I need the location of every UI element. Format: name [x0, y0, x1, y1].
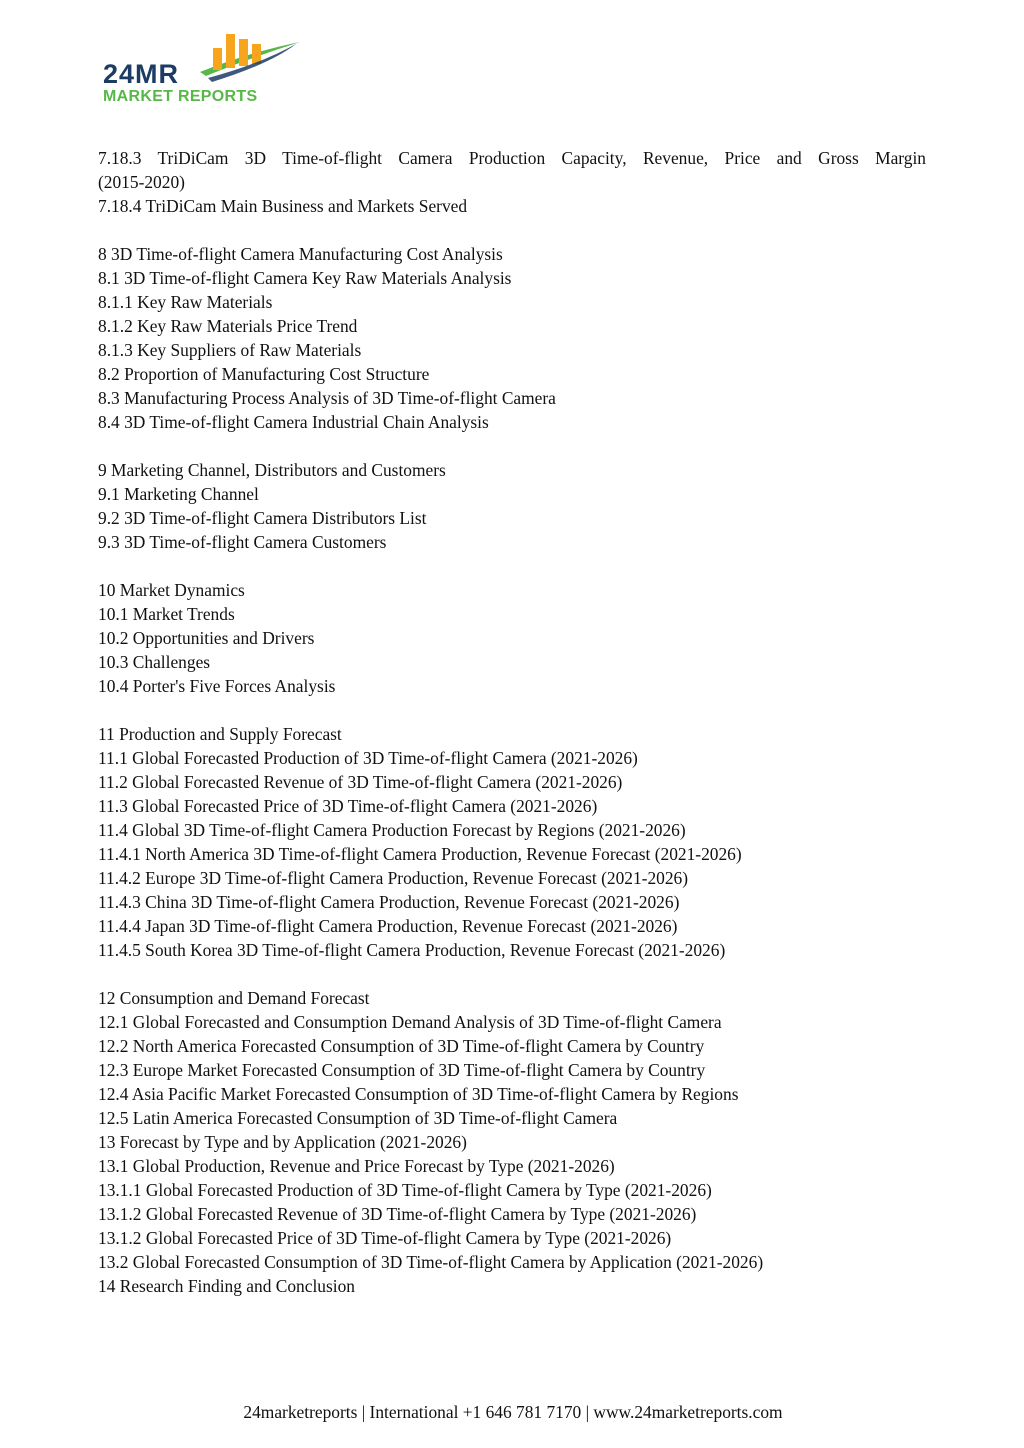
toc-line: 8.1.1 Key Raw Materials: [98, 292, 273, 312]
toc-line: 7.18.3 TriDiCam 3D Time-of-flight Camera Production Capacity, Revenue, Price and Gross Margin: [98, 148, 926, 168]
section-gap: [98, 218, 926, 242]
section-gap: [98, 434, 926, 458]
section-gap: [98, 698, 926, 722]
toc-line: 8.1.3 Key Suppliers of Raw Materials: [98, 340, 362, 360]
toc-line: 9.1 Marketing Channel: [98, 484, 259, 504]
company-logo: [100, 28, 310, 108]
toc-line: 7.18.4 TriDiCam Main Business and Markets Served: [98, 196, 468, 216]
toc-line: 13.1.1 Global Forecasted Production of 3D Time-of-flight Camera by Type (2021-2026): [98, 1180, 712, 1200]
toc-section-heading: 9 Marketing Channel, Distributors and Customers: [98, 460, 446, 480]
toc-section-heading: 8 3D Time-of-flight Camera Manufacturing Cost Analysis: [98, 244, 503, 264]
footer-contact-text: 24marketreports | International +1 646 781 7170 | www.24marketreports.com: [243, 1402, 783, 1422]
toc-line: 13.1 Global Production, Revenue and Price Forecast by Type (2021-2026): [98, 1156, 615, 1176]
toc-line: 8.4 3D Time-of-flight Camera Industrial Chain Analysis: [98, 412, 489, 432]
toc-section-heading: 12 Consumption and Demand Forecast: [98, 988, 370, 1008]
toc-line: 11.4.1 North America 3D Time-of-flight Camera Production, Revenue Forecast (2021-2026): [98, 844, 742, 864]
toc-line: 12.2 North America Forecasted Consumption of 3D Time-of-flight Camera by Country: [98, 1036, 705, 1056]
toc-line: 11.4 Global 3D Time-of-flight Camera Production Forecast by Regions (2021-2026): [98, 820, 686, 840]
toc-section-heading: 13 Forecast by Type and by Application (2021-2026): [98, 1132, 467, 1152]
toc-line: 12.4 Asia Pacific Market Forecasted Consumption of 3D Time-of-flight Camera by Regions: [98, 1084, 739, 1104]
toc-line: 9.2 3D Time-of-flight Camera Distributors List: [98, 508, 427, 528]
toc-line: 10.4 Porter's Five Forces Analysis: [98, 676, 336, 696]
toc-line: 11.4.3 China 3D Time-of-flight Camera Production, Revenue Forecast (2021-2026): [98, 892, 680, 912]
logo-text-market-reports: MARKET REPORTS: [103, 88, 258, 105]
table-of-contents: [98, 146, 926, 1298]
toc-line: 8.1 3D Time-of-flight Camera Key Raw Materials Analysis: [98, 268, 512, 288]
toc-line: 12.1 Global Forecasted and Consumption Demand Analysis of 3D Time-of-flight Camera: [98, 1012, 722, 1032]
toc-line: 13.1.2 Global Forecasted Price of 3D Time-of-flight Camera by Type (2021-2026): [98, 1228, 672, 1248]
toc-line: 8.3 Manufacturing Process Analysis of 3D Time-of-flight Camera: [98, 388, 556, 408]
toc-line: 11.3 Global Forecasted Price of 3D Time-of-flight Camera (2021-2026): [98, 796, 598, 816]
toc-section-heading: 11 Production and Supply Forecast: [98, 724, 342, 744]
toc-line: 10.2 Opportunities and Drivers: [98, 628, 315, 648]
page-footer: [0, 1400, 1024, 1424]
toc-line: 11.4.2 Europe 3D Time-of-flight Camera Production, Revenue Forecast (2021-2026): [98, 868, 689, 888]
toc-line: (2015-2020): [98, 172, 185, 192]
toc-line: 11.2 Global Forecasted Revenue of 3D Time-of-flight Camera (2021-2026): [98, 772, 623, 792]
toc-line: 11.4.5 South Korea 3D Time-of-flight Camera Production, Revenue Forecast (2021-2026): [98, 940, 726, 960]
toc-section-heading: 14 Research Finding and Conclusion: [98, 1276, 355, 1296]
toc-line: 8.2 Proportion of Manufacturing Cost Structure: [98, 364, 430, 384]
section-gap: [98, 554, 926, 578]
toc-line: 12.5 Latin America Forecasted Consumption of 3D Time-of-flight Camera: [98, 1108, 618, 1128]
toc-line: 11.4.4 Japan 3D Time-of-flight Camera Production, Revenue Forecast (2021-2026): [98, 916, 678, 936]
logo-text-24mr: 24MR: [103, 59, 180, 89]
toc-line: 9.3 3D Time-of-flight Camera Customers: [98, 532, 387, 552]
toc-line: 10.3 Challenges: [98, 652, 211, 672]
section-gap: [98, 962, 926, 986]
toc-line: 8.1.2 Key Raw Materials Price Trend: [98, 316, 358, 336]
toc-section-heading: 10 Market Dynamics: [98, 580, 245, 600]
toc-line: 13.1.2 Global Forecasted Revenue of 3D Time-of-flight Camera by Type (2021-2026): [98, 1204, 697, 1224]
toc-line: 13.2 Global Forecasted Consumption of 3D Time-of-flight Camera by Application (2021-2026): [98, 1252, 764, 1272]
toc-line: 12.3 Europe Market Forecasted Consumption of 3D Time-of-flight Camera by Country: [98, 1060, 706, 1080]
toc-line: 11.1 Global Forecasted Production of 3D Time-of-flight Camera (2021-2026): [98, 748, 638, 768]
toc-line: 10.1 Market Trends: [98, 604, 235, 624]
